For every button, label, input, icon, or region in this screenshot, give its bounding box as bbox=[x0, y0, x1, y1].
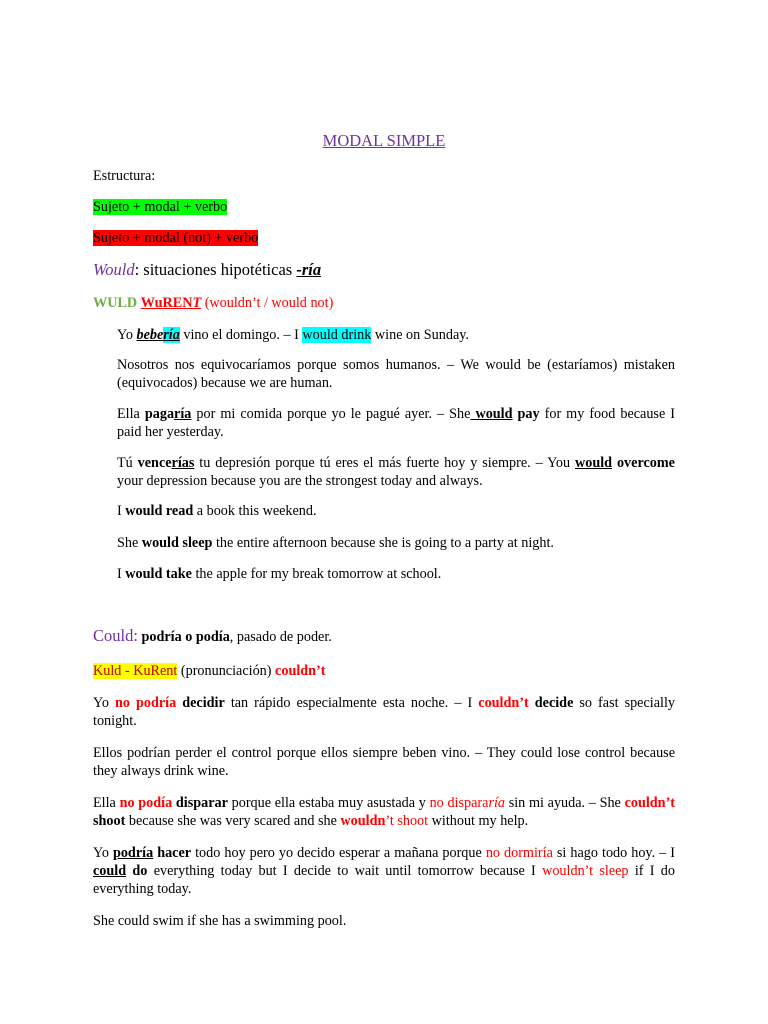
would-example-3: Ella pagaría por mi comida porque yo le pagué ayer. – She would pay for my food because I paid her yesterday. bbox=[117, 406, 675, 440]
would-heading bbox=[93, 261, 321, 279]
would-suffix: -ría bbox=[296, 260, 322, 279]
would-word: Would bbox=[93, 260, 135, 279]
pattern-negative-highlight: Sujeto + modal (not) + verbo bbox=[93, 230, 259, 246]
would-example-1: Yo bebería vino el domingo. – I would drink wine on Sunday. bbox=[117, 327, 469, 343]
would-pron-positive: WULD bbox=[93, 295, 138, 311]
would-drink-highlight: would drink bbox=[302, 327, 372, 343]
would-desc: : situaciones hipotéticas bbox=[134, 260, 297, 279]
would-example-7: I would take the apple for my break tomorrow at school. bbox=[117, 566, 442, 582]
would-example-4: Tú vencerías tu depresión porque tú eres el más fuerte hoy y siempre. – You would overcome your depression because you are the strongest today and always. bbox=[117, 455, 675, 489]
would-example-6: She would sleep the entire afternoon because she is going to a party at night. bbox=[117, 535, 554, 551]
could-pron-highlight: Kuld - KuRent bbox=[93, 663, 178, 679]
could-example-2: Ellos podrían perder el control porque ellos siempre beben vino. – They could lose control because they always drink wine. bbox=[93, 745, 675, 779]
pattern-positive-highlight: Sujeto + modal + verbo bbox=[93, 199, 228, 215]
could-heading: Could: podría o podía, pasado de poder. bbox=[93, 626, 332, 645]
bebe-ria: bebería bbox=[136, 327, 180, 343]
could-example-1: Yo no podría decidir tan rápido especialmente esta noche. – I couldn’t decide so fast specially tonight. bbox=[93, 695, 675, 729]
estructura-label: Estructura: bbox=[93, 168, 156, 184]
pattern-positive bbox=[93, 198, 227, 216]
would-pron-note: (wouldn’t / would not) bbox=[201, 295, 334, 311]
could-example-5: She could swim if she has a swimming pool. bbox=[93, 913, 347, 929]
page-title: MODAL SIMPLE bbox=[322, 131, 446, 150]
could-pronunciation: Kuld - KuRent (pronunciación) couldn’t bbox=[93, 663, 326, 679]
could-word: Could: bbox=[93, 626, 138, 645]
would-pron-negative: WuRENT bbox=[140, 295, 202, 311]
pattern-negative bbox=[93, 229, 258, 247]
would-example-5: I would read a book this weekend. bbox=[117, 503, 317, 519]
would-example-2: Nosotros nos equivocaríamos porque somos humanos. – We would be (estaríamos) mistaken (equivocados) because we are human. bbox=[117, 357, 675, 391]
could-example-4: Yo podría hacer todo hoy pero yo decido esperar a mañana porque no dormiría si hago todo hoy. – I could do everything today but I decide to wait until tomorrow because I wouldn’t sleep if I do everything today. bbox=[93, 845, 676, 897]
could-example-3: Ella no podía disparar porque ella estaba muy asustada y no dispararía sin mi ayuda. – She couldn’t shoot because she was very scared and she wouldn’t shoot without my help. bbox=[93, 795, 676, 829]
would-pronunciation bbox=[93, 294, 333, 312]
